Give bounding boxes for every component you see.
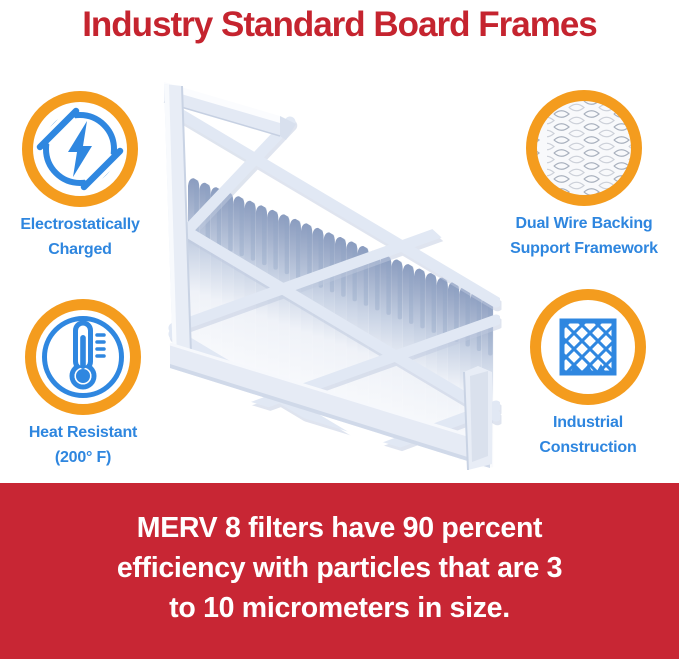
feature-label-line: Electrostatically — [20, 216, 140, 233]
feature-label — [2, 420, 164, 470]
frame-right-cap — [464, 366, 492, 470]
wire-mesh-icon — [524, 88, 644, 208]
thermometer-icon — [23, 297, 143, 417]
banner-line: MERV 8 filters have 90 percent — [136, 512, 543, 544]
feature-label-line: (200° F) — [54, 449, 112, 466]
feature-label-line: Industrial — [552, 414, 623, 431]
lightning-icon — [20, 89, 140, 209]
feature-label-line: Construction — [539, 439, 637, 456]
banner-text — [0, 483, 679, 628]
feature-label-line: Heat Resistant — [28, 424, 138, 441]
banner-line: to 10 micrometers in size. — [169, 592, 510, 624]
feature-heat-resistant — [2, 297, 164, 470]
air-filter-illustration — [158, 76, 530, 486]
feature-label-line: Charged — [48, 241, 112, 258]
feature-electrostatic — [0, 89, 160, 262]
page-title: Industry Standard Board Frames — [82, 5, 597, 44]
info-banner — [0, 483, 679, 659]
lattice-grid-icon — [528, 287, 648, 407]
feature-label-line: Support Framework — [510, 240, 658, 257]
feature-label — [0, 212, 160, 262]
banner-line: efficiency with particles that are 3 — [116, 552, 563, 584]
feature-label-line: Dual Wire Backing — [515, 215, 653, 232]
